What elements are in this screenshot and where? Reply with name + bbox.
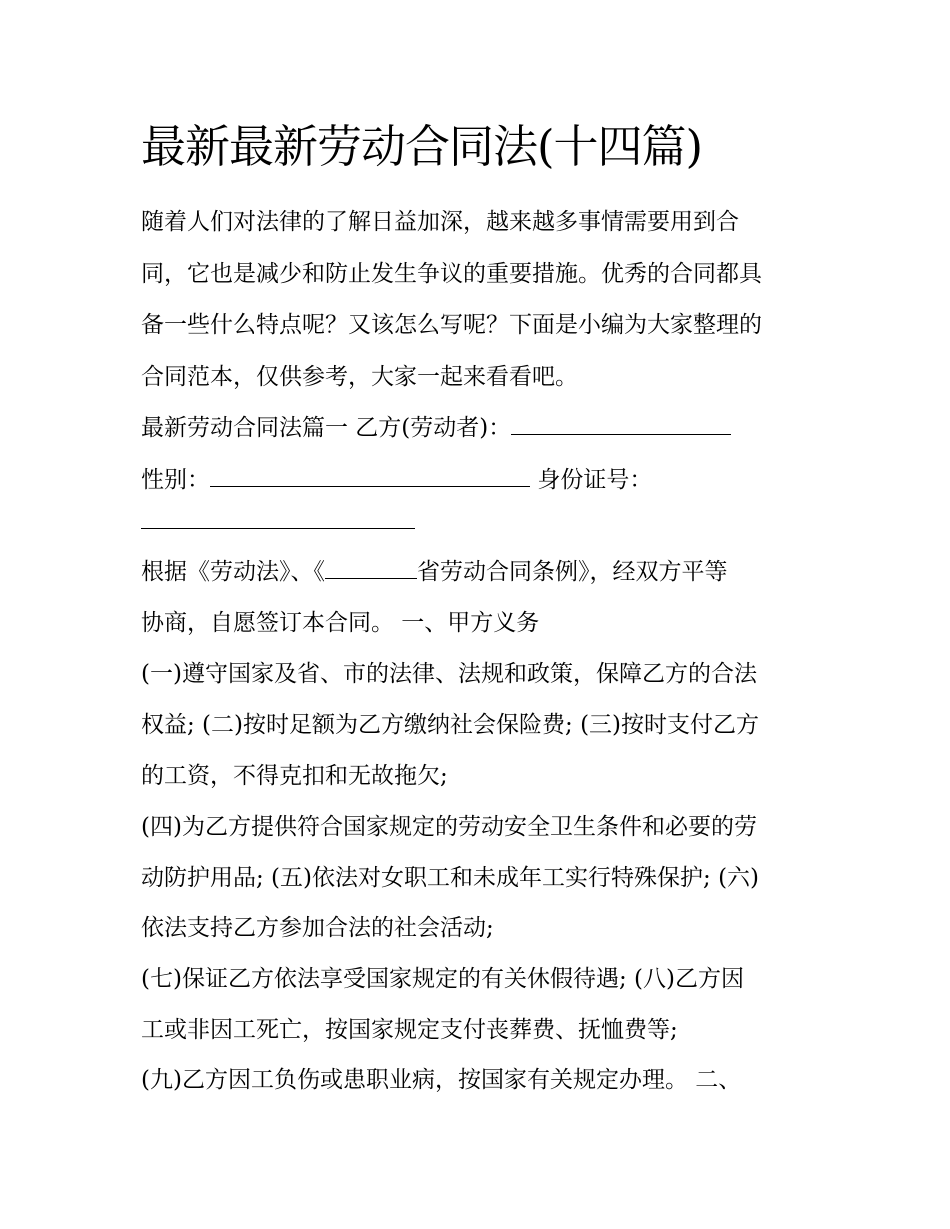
basis-line-2: 协商，自愿签订本合同。 一、甲方义务 <box>141 610 540 636</box>
basis-text-end: 省劳动合同条例》，经双方平等 <box>417 559 728 585</box>
basis-line-1 <box>141 555 728 589</box>
basis-text-start: 根据《劳动法》、《 <box>141 559 325 585</box>
clause-line-1: (一)遵守国家及省、市的法律、法规和政策，保障乙方的合法 <box>141 661 757 687</box>
province-blank <box>325 556 417 579</box>
gender-label: 性别： <box>141 467 210 493</box>
intro-line-4: 合同范本，仅供参考，大家一起来看看吧。 <box>141 364 578 390</box>
gender-blank <box>210 464 530 487</box>
party-b-label: 最新劳动合同法篇一 乙方(劳动者)： <box>141 415 512 441</box>
clause-line-6: 依法支持乙方参加合法的社会活动; <box>141 915 494 941</box>
id-number-blank <box>141 528 415 529</box>
id-number-label: 身份证号： <box>537 467 653 493</box>
intro-line-3: 备一些什么特点呢？又该怎么写呢？下面是小编为大家整理的 <box>141 312 762 338</box>
intro-line-2: 同，它也是减少和防止发生争议的重要措施。优秀的合同都具 <box>141 261 762 287</box>
gender-id-line <box>141 463 652 497</box>
document-title: 最新最新劳动合同法(十四篇) <box>141 120 703 173</box>
clause-line-3: 的工资，不得克扣和无故拖欠; <box>141 763 448 789</box>
clause-line-4: (四)为乙方提供符合国家规定的劳动安全卫生条件和必要的劳 <box>141 814 757 840</box>
clause-line-7: (七)保证乙方依法享受国家规定的有关休假待遇; (八)乙方因 <box>141 966 744 992</box>
clause-line-8: 工或非因工死亡，按国家规定支付丧葬费、抚恤费等; <box>141 1017 678 1043</box>
clause-line-9: (九)乙方因工负伤或患职业病，按国家有关规定办理。 二、 <box>141 1067 742 1093</box>
intro-line-1: 随着人们对法律的了解日益加深，越来越多事情需要用到合 <box>141 209 739 235</box>
clause-line-2: 权益; (二)按时足额为乙方缴纳社会保险费; (三)按时支付乙方 <box>141 712 760 738</box>
party-b-name-blank <box>511 412 731 435</box>
party-b-line <box>141 411 731 445</box>
clause-line-5: 动防护用品; (五)依法对女职工和未成年工实行特殊保护; (六) <box>141 865 760 891</box>
